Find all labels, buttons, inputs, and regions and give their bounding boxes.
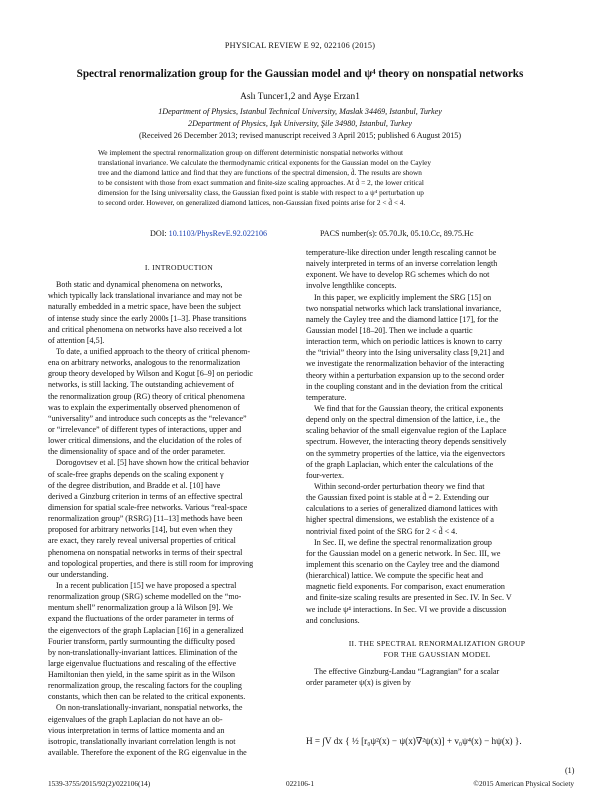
text-line: renormalization group (SRG) scheme modelled on the “mo- <box>48 592 242 602</box>
doi-link[interactable]: 10.1103/PhysRevE.92.022106 <box>168 229 268 238</box>
text-line: dimension for spatial scale-free networks. Various “real-space <box>48 502 248 512</box>
equation-number: (1) <box>565 766 575 775</box>
text-line: temperature. <box>306 392 347 402</box>
abstract-line: to be consistent with those from exact summation and finite-size scaling approaches. At d̃ = 2, the lower critical <box>98 177 424 187</box>
footer-issn: 1539-3755/2015/92(2)/022106(14) <box>48 779 151 788</box>
text-line: group theory developed by Wilson and Kogut [6–9] on periodic <box>48 369 253 379</box>
paper-title: Spectral renormalization group for the Gaussian model and ψ⁴ theory on nonspatial networks <box>76 68 524 80</box>
text-line: expand the fluctuations of the order parameter in terms of <box>48 614 234 624</box>
abstract-line: to second order. However, on generalized diamond lattices, non-Gaussian fixed points arise for 2 < d̃ < 4. <box>98 197 406 207</box>
text-line: Gaussian model [18–20]. Then we include a quartic <box>306 325 473 335</box>
left-column <box>48 262 310 758</box>
doi-label: DOI: <box>150 229 167 238</box>
text-line: implement this scenario on the Cayley tree and the diamond <box>306 559 500 569</box>
text-line: proposed for arbitrary networks [14], but even when they <box>48 525 233 535</box>
abstract-line: dimension for the Ising universality class, the Gaussian fixed point is stable with respect to a ψ⁴ perturbation up <box>98 187 424 197</box>
text-line: in the coupling constant and in the deviation from the critical <box>306 381 503 391</box>
text-line: the eigenvectors of the graph Laplacian [16] in a generalized <box>48 625 244 635</box>
text-line: In Sec. II, we define the spectral renormalization group <box>306 537 492 547</box>
footer-page-number: 022106-1 <box>286 779 314 788</box>
text-line: or “irrelevance” of different types of interactions, upper and <box>48 424 242 434</box>
received-dates: (Received 26 December 2013; revised manuscript received 3 April 2015; published 6 August 2015) <box>138 131 462 140</box>
text-line: In a recent publication [15] we have proposed a spectral <box>48 580 237 590</box>
text-line: theory within a perturbation expansion up to the second order <box>306 370 505 380</box>
text-line: we investigate the renormalization behavior of the interacting <box>306 359 505 369</box>
text-line: constants, which then can be related to the critical exponents. <box>48 692 246 702</box>
text-line: To date, a unified approach to the theory of critical phenom- <box>48 346 251 356</box>
text-line: and finite-size scaling results are presented in Sec. IV. In Sec. V <box>306 593 512 603</box>
doi-line <box>150 229 267 238</box>
text-line: of scale-free graphs depends on the scaling exponent γ <box>48 469 224 479</box>
text-line: calculations to a series of generalized diamond lattices with <box>306 504 498 514</box>
section-heading: I. INTRODUCTION <box>144 263 214 272</box>
text-line: phenomena on nonspatial networks in terms of their spectral <box>48 547 243 557</box>
abstract-line: We implement the spectral renormalization group on different deterministic nonspatial networks without <box>98 148 404 157</box>
text-line: ena on arbitrary networks, analogous to the renormalization <box>48 358 241 368</box>
text-line: of attention [4,5]. <box>48 335 105 345</box>
text-line: lower critical dimensions, and the elucidation of the roles of <box>48 436 242 446</box>
text-line: our understanding. <box>48 569 109 579</box>
text-line: the dimensionality of space and of the order parameter. <box>48 447 226 457</box>
text-line: available. Therefore the exponent of the RG eigenvalue in the <box>48 748 247 758</box>
text-line: Dorogovtsev et al. [5] have shown how the critical behavior <box>48 458 250 468</box>
footer-copyright: ©2015 American Physical Society <box>473 779 574 788</box>
text-line: for the Gaussian model on a generic network. In Sec. III, we <box>306 548 501 558</box>
text-line: Within second-order perturbation theory we find that <box>306 481 485 491</box>
text-line: (hierarchical) lattice. We compute the specific heat and <box>306 571 484 581</box>
text-line: The effective Ginzburg-Landau “Lagrangian” for a scalar <box>306 667 500 677</box>
text-line: scaling behavior of the small eigenvalue region of the Laplace <box>306 426 507 436</box>
text-line: involve lengthlike concepts. <box>306 281 397 291</box>
text-line: isotropic, translationally invariant correlation length is not <box>48 736 236 746</box>
text-line: Fourier transform, partly surmounting the difficulty posed <box>48 636 235 646</box>
text-line: and topological properties, and there is still room for improving <box>48 558 254 568</box>
text-line: was to explain the experimentally observed phenomenon of <box>48 402 240 412</box>
text-line: order parameter ψ(x) is given by <box>306 678 411 688</box>
text-line: naturally embedded in a metric space, have been the subject <box>48 302 242 312</box>
text-line: four-vertex. <box>306 470 345 480</box>
abstract-line: tree and the diamond lattice and find that they are functions of the spectral dimension, d̃. The results are shown <box>98 167 422 177</box>
text-line: temperature-like direction under length rescaling cannot be <box>306 248 497 257</box>
text-line: and conclusions. <box>306 615 360 625</box>
text-line: exponent. We have to develop RG schemes which do not <box>306 270 490 280</box>
text-line: namely the Cayley tree and the diamond lattice [17], for the <box>306 314 499 324</box>
equation-1: H = ∫V dx { ½ [r₀ψ²(x) − ψ(x)∇²ψ(x)] + v₀ψ⁴(x) − hψ(x) }. <box>306 736 522 746</box>
text-line: We find that for the Gaussian theory, the critical exponents <box>306 403 504 413</box>
text-line: eigenvalues of the graph Laplacian do not have an ob- <box>48 714 223 724</box>
text-line: depend only on the spectral dimension of the lattice, i.e., the <box>306 415 500 425</box>
text-line: large eigenvalue fluctuations and rescaling of the effective <box>48 658 237 668</box>
text-line: magnetic field exponents. For comparison, exact enumeration <box>306 582 505 592</box>
affiliation-1: 1Department of Physics, Istanbul Technical University, Maslak 34469, Istanbul, Turkey <box>158 107 442 116</box>
text-line: Hamiltonian then yield, in the same spirit as in the Wilson <box>48 670 236 680</box>
abstract <box>98 148 502 208</box>
text-line: of the graph Laplacian, which enter the calculations of the <box>306 459 494 469</box>
text-line: renormalization group, the rescaling factors for the coupling <box>48 681 242 691</box>
text-line: the renormalization group (RG) theory of critical phenomena <box>48 391 245 401</box>
text-line: naively interpreted in terms of an inverse correlation length <box>306 259 498 269</box>
section-heading: FOR THE GAUSSIAN MODEL <box>383 649 491 659</box>
text-line: Both static and dynamical phenomena on networks, <box>48 280 223 290</box>
text-line: vious interpretation in terms of lattice momenta and an <box>48 725 225 735</box>
authors: Aslı Tuncer1,2 and Ayşe Erzan1 <box>240 92 360 102</box>
text-line: we include ψ⁴ interactions. In Sec. VI we provide a discussion <box>306 604 507 614</box>
text-line: on the symmetry properties of the lattice, via the eigenvectors <box>306 448 505 458</box>
text-line: networks, is still lacking. The outstanding achievement of <box>48 380 235 390</box>
text-line: higher spectral dimensions, we establish the existence of a <box>306 515 494 525</box>
journal-header: PHYSICAL REVIEW E 92, 022106 (2015) <box>224 41 376 50</box>
text-line: the “trivial” theory into the Ising universality class [9,21] and <box>306 348 504 358</box>
text-line: the Gaussian fixed point is stable at d̃ = 2. Extending our <box>306 493 489 503</box>
text-line: of intense study since the early 2000s [1–3]. Phase transitions <box>48 313 247 323</box>
section-heading: II. THE SPECTRAL RENORMALIZATION GROUP <box>348 638 526 648</box>
text-line: two nonspatial networks which lack translational invariance, <box>306 303 502 313</box>
text-line: “universality” and introduce such concepts as the “relevance” <box>48 413 247 423</box>
text-line: which typically lack translational invariance and may not be <box>48 291 242 301</box>
abstract-line: translational invariance. We calculate the thermodynamic critical exponents for the Gaussian model on the Cayley <box>98 157 431 167</box>
text-line: In this paper, we explicitly implement the SRG [15] on <box>306 292 492 302</box>
text-line: are exact, they rarely reveal universal properties of critical <box>48 536 236 546</box>
text-line: mentum shell” renormalization group a là Wilson [9]. We <box>48 603 233 613</box>
text-line: nontrivial fixed point of the SRG for 2 < d̃ < 4. <box>306 526 458 536</box>
text-line: of the degree distribution, and Bradde et al. [10] have <box>48 480 221 490</box>
right-column <box>306 247 568 688</box>
pacs-numbers: PACS number(s): 05.70.Jk, 05.10.Cc, 89.75.Hc <box>320 229 474 238</box>
text-line: derived a Ginzburg criterion in terms of an effective spectral <box>48 491 243 501</box>
text-line: spectrum. However, the interacting theory depends sensitively <box>306 437 507 447</box>
text-line: and critical phenomena on networks have also received a lot <box>48 324 243 334</box>
text-line: On non-translationally-invariant, nonspatial networks, the <box>48 703 243 713</box>
affiliation-2: 2Department of Physics, Işık University, Şile 34980, Istanbul, Turkey <box>188 119 412 128</box>
text-line: by non-translationally-invariant lattices. Elimination of the <box>48 647 238 657</box>
text-line: interaction term, which on periodic lattices is known to carry <box>306 337 503 347</box>
text-line: renormalization group” (RSRG) [11–13] methods have been <box>48 514 243 524</box>
